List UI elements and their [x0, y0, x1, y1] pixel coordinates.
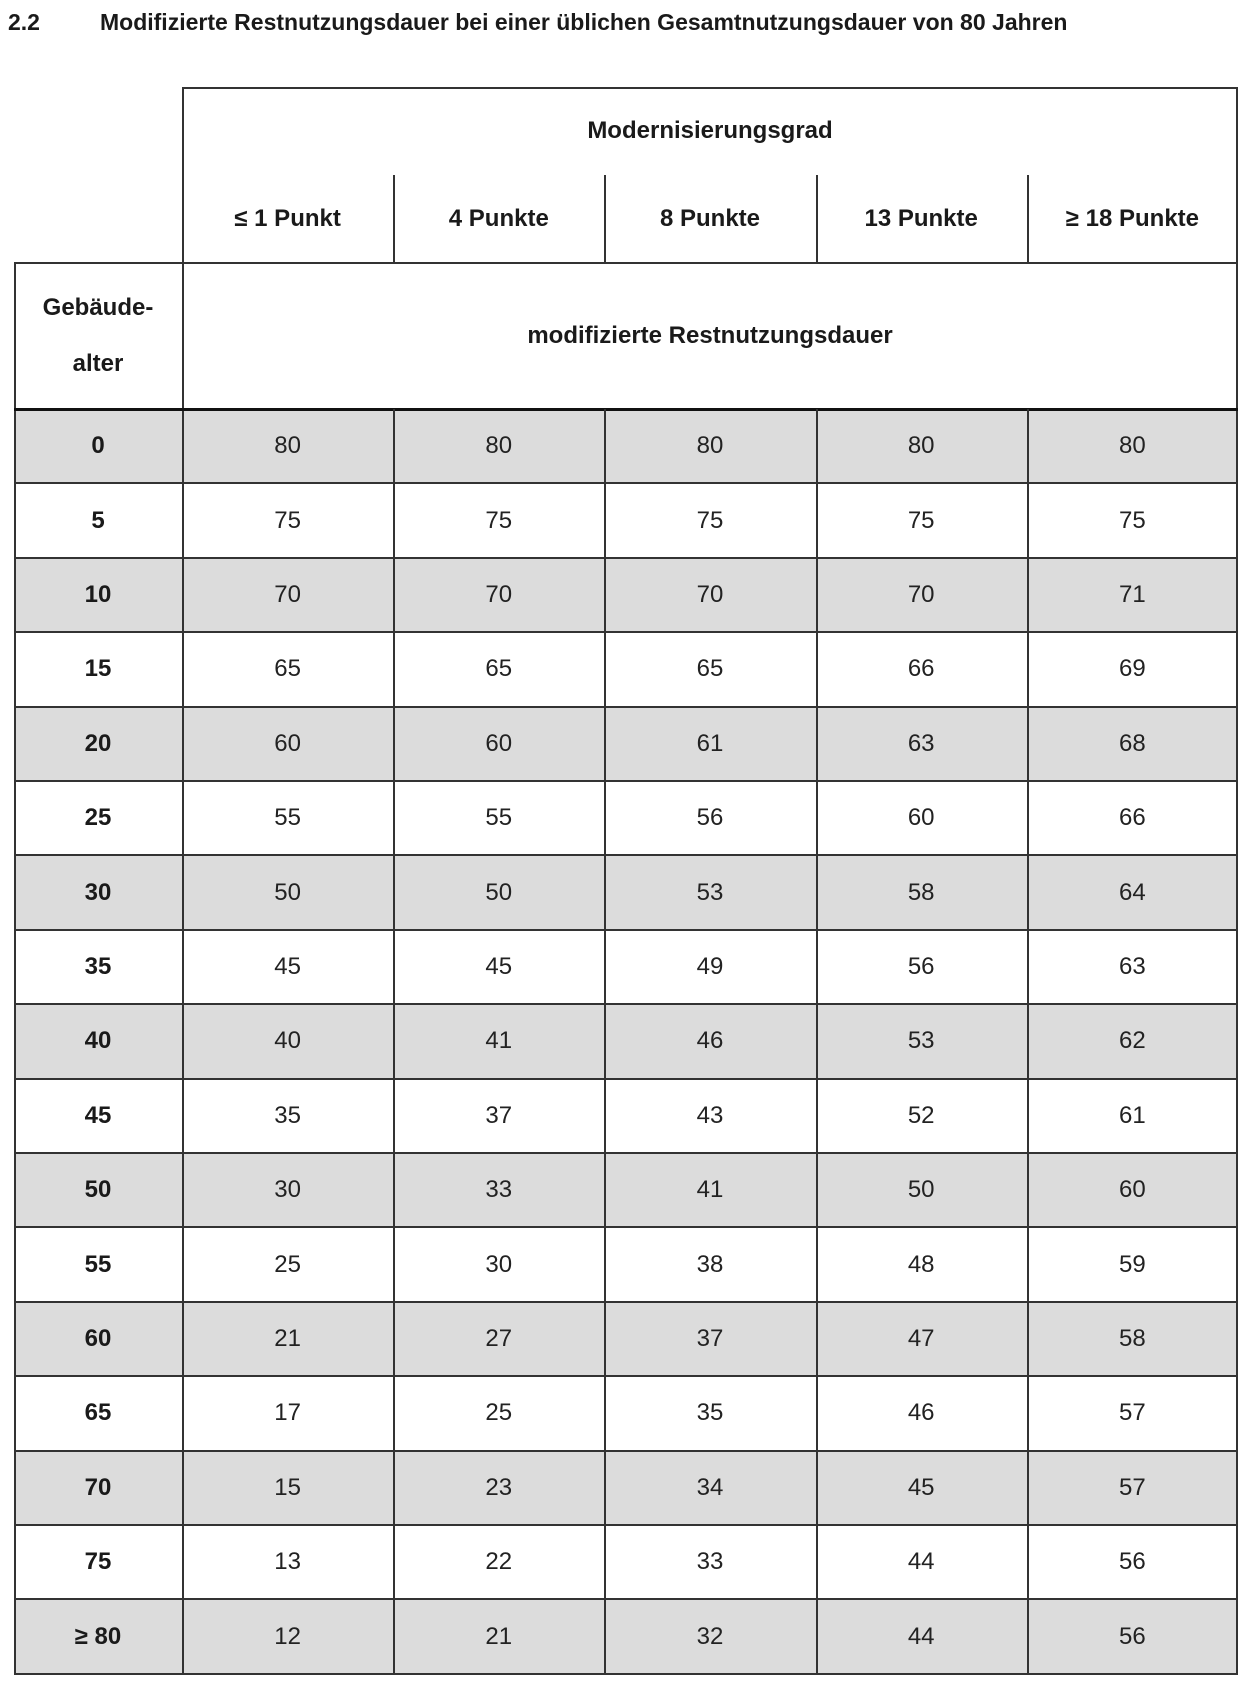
table-cell: 60	[1119, 1176, 1146, 1204]
row-header-line1: Gebäude-	[42, 293, 154, 321]
table-cell: 12	[274, 1622, 301, 1650]
table-cell: 21	[274, 1324, 301, 1352]
table-cell: 32	[696, 1622, 724, 1650]
row-age-label: 65	[84, 1399, 112, 1427]
table-cell: 80	[274, 432, 301, 460]
table-cell: 37	[485, 1101, 513, 1129]
table-cell: 15	[274, 1473, 301, 1501]
column-header-divider	[393, 175, 395, 262]
table-cell: 80	[1119, 432, 1146, 460]
table-cell: 57	[1119, 1473, 1146, 1501]
table-cell: 61	[696, 729, 724, 757]
table-cell: 27	[485, 1324, 513, 1352]
table-cell: 46	[907, 1399, 935, 1427]
header-top-rule	[182, 87, 1238, 89]
table-cell: 30	[274, 1176, 301, 1204]
column-header-bottom-rule	[14, 262, 1238, 264]
table-cell: 49	[696, 952, 724, 980]
table-cell: 68	[1119, 729, 1146, 757]
row-age-label: 50	[84, 1176, 112, 1204]
table-cell: 55	[274, 804, 301, 832]
row-age-label: 20	[84, 729, 112, 757]
row-age-label: 5	[91, 506, 105, 534]
row-divider	[14, 1375, 1238, 1377]
table-cell: 45	[485, 952, 513, 980]
row-header-line2: alter	[72, 349, 124, 377]
row-age-label: 30	[84, 878, 112, 906]
row-divider	[14, 1301, 1238, 1303]
body-column-divider	[393, 409, 395, 1674]
table-cell: 45	[907, 1473, 935, 1501]
table-cell: 60	[274, 729, 301, 757]
table-cell: 33	[696, 1548, 724, 1576]
row-divider	[14, 1524, 1238, 1526]
section-title: Modifizierte Restnutzungsdauer bei einer üblichen Gesamtnutzungsdauer von 80 Jahren	[100, 9, 1068, 35]
row-divider	[14, 1598, 1238, 1600]
table-cell: 58	[907, 878, 935, 906]
table-cell: 80	[485, 432, 513, 460]
column-header: 8 Punkte	[659, 204, 760, 232]
row-age-label: 10	[84, 580, 112, 608]
group-header-modernisierungsgrad: Modernisierungsgrad	[587, 117, 833, 144]
table-cell: 43	[696, 1101, 724, 1129]
table-cell: 59	[1119, 1250, 1146, 1278]
table-cell: 66	[907, 655, 935, 683]
table-cell: 60	[485, 729, 513, 757]
table-cell: 75	[274, 506, 301, 534]
table-cell: 44	[907, 1622, 935, 1650]
table-cell: 44	[907, 1548, 935, 1576]
table-cell: 75	[696, 506, 724, 534]
row-age-label: 40	[84, 1027, 112, 1055]
row-divider	[14, 557, 1238, 559]
table-cell: 65	[274, 655, 301, 683]
table-cell: 60	[907, 804, 935, 832]
table-cell: 56	[907, 952, 935, 980]
row-divider	[14, 1226, 1238, 1228]
table-cell: 75	[1119, 506, 1146, 534]
table-cell: 45	[274, 952, 301, 980]
table-cell: 70	[274, 580, 301, 608]
row-divider	[14, 1673, 1238, 1675]
table-cell: 41	[696, 1176, 724, 1204]
table-cell: 34	[696, 1473, 724, 1501]
table-cell: 70	[485, 580, 513, 608]
table-cell: 47	[907, 1324, 935, 1352]
row-age-label: 70	[84, 1473, 112, 1501]
table-cell: 80	[696, 432, 724, 460]
row-divider	[14, 854, 1238, 856]
sub-header-restnutzungsdauer: modifizierte Restnutzungsdauer	[527, 321, 893, 349]
row-divider	[14, 1152, 1238, 1154]
table-cell: 40	[274, 1027, 301, 1055]
table-cell: 75	[485, 506, 513, 534]
table-cell: 52	[907, 1101, 935, 1129]
row-age-label: 60	[84, 1324, 112, 1352]
table-cell: 53	[907, 1027, 935, 1055]
row-divider	[14, 780, 1238, 782]
table-cell: 56	[1119, 1548, 1146, 1576]
table-cell: 53	[696, 878, 724, 906]
column-header: ≤ 1 Punkt	[234, 204, 341, 232]
table-cell: 30	[485, 1250, 513, 1278]
row-age-label: 55	[84, 1250, 112, 1278]
table-cell: 50	[907, 1176, 935, 1204]
table-cell: 61	[1119, 1101, 1146, 1129]
table-cell: 50	[485, 878, 513, 906]
table-cell: 46	[696, 1027, 724, 1055]
row-divider	[14, 706, 1238, 708]
table-cell: 41	[485, 1027, 513, 1055]
row-age-label: 15	[84, 655, 112, 683]
left-rule	[14, 262, 16, 1674]
table-cell: 71	[1119, 580, 1146, 608]
column-header-divider	[816, 175, 818, 262]
table-cell: 75	[907, 506, 935, 534]
column-header-divider	[1027, 175, 1029, 262]
table-cell: 23	[485, 1473, 513, 1501]
table-cell: 63	[907, 729, 935, 757]
table-cell: 35	[274, 1101, 301, 1129]
table-cell: 35	[696, 1399, 724, 1427]
table-cell: 64	[1119, 878, 1146, 906]
table-cell: 62	[1119, 1027, 1146, 1055]
right-rule	[1236, 87, 1238, 1674]
table-cell: 63	[1119, 952, 1146, 980]
body-column-divider	[816, 409, 818, 1674]
row-age-label: 45	[84, 1101, 112, 1129]
row-divider	[14, 482, 1238, 484]
table-cell: 65	[696, 655, 724, 683]
table-cell: 56	[696, 804, 724, 832]
table-cell: 55	[485, 804, 513, 832]
table-cell: 13	[274, 1548, 301, 1576]
table-cell: 22	[485, 1548, 513, 1576]
row-age-label: ≥ 80	[74, 1622, 122, 1650]
table-cell: 66	[1119, 804, 1146, 832]
row-divider	[14, 1078, 1238, 1080]
row-age-label: 35	[84, 952, 112, 980]
label-column-rule	[182, 87, 184, 1674]
row-age-label: 0	[91, 432, 105, 460]
column-header-divider	[604, 175, 606, 262]
row-age-label: 75	[84, 1548, 112, 1576]
table-cell: 56	[1119, 1622, 1146, 1650]
header-body-divider	[14, 408, 1238, 411]
table-cell: 69	[1119, 655, 1146, 683]
table-cell: 50	[274, 878, 301, 906]
row-age-label: 25	[84, 804, 112, 832]
table-cell: 38	[696, 1250, 724, 1278]
table-cell: 70	[907, 580, 935, 608]
row-header-gebaeudealter	[14, 262, 182, 409]
table-cell: 21	[485, 1622, 513, 1650]
row-divider	[14, 631, 1238, 633]
table-cell: 25	[274, 1250, 301, 1278]
table-cell: 80	[907, 432, 935, 460]
row-divider	[14, 1003, 1238, 1005]
row-divider	[14, 1450, 1238, 1452]
table-cell: 17	[274, 1399, 301, 1427]
table-cell: 25	[485, 1399, 513, 1427]
table-cell: 58	[1119, 1324, 1146, 1352]
table-cell: 65	[485, 655, 513, 683]
table-cell: 70	[696, 580, 724, 608]
section-number: 2.2	[8, 9, 40, 35]
column-header: 13 Punkte	[864, 204, 978, 232]
column-header: ≥ 18 Punkte	[1065, 204, 1199, 232]
row-divider	[14, 929, 1238, 931]
column-header: 4 Punkte	[448, 204, 549, 232]
table-cell: 33	[485, 1176, 513, 1204]
table-cell: 37	[696, 1324, 724, 1352]
body-column-divider	[1027, 409, 1029, 1674]
table-cell: 57	[1119, 1399, 1146, 1427]
body-column-divider	[604, 409, 606, 1674]
table-cell: 48	[907, 1250, 935, 1278]
